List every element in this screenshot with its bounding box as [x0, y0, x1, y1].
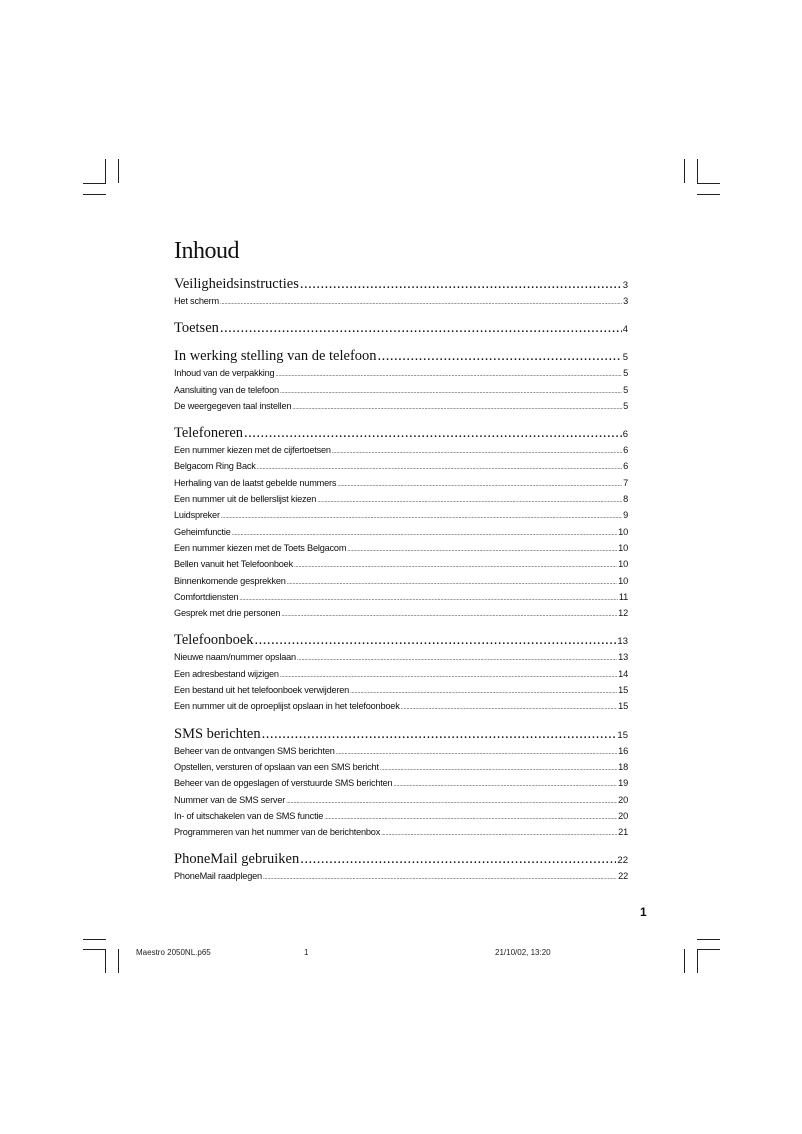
section-spacer: [174, 340, 628, 348]
dot-leader: [300, 276, 622, 293]
toc-entry-title: PhoneMail raadplegen: [174, 871, 262, 882]
toc-entry-page: 6: [623, 461, 628, 472]
dot-leader: [220, 320, 622, 337]
dot-leader: [280, 669, 617, 679]
toc-entry-page: 22: [618, 871, 628, 882]
toc-entry: [174, 811, 628, 827]
dot-leader: [232, 527, 618, 537]
footer-sheet: 1: [304, 948, 309, 957]
toc-section-title: SMS berichten: [174, 725, 261, 742]
section-spacer: [174, 312, 628, 320]
toc-entry: [174, 401, 628, 417]
toc-entry: [174, 592, 628, 608]
dot-leader: [257, 461, 622, 471]
crop-mark: [105, 159, 106, 183]
dot-leader: [378, 348, 622, 365]
footer-datetime: 21/10/02, 13:20: [495, 948, 551, 957]
crop-mark: [105, 949, 106, 973]
page-title: Inhoud: [174, 238, 239, 264]
toc-entry-title: Beheer van de opgeslagen of verstuurde SMS berichten: [174, 778, 393, 789]
crop-mark: [697, 194, 720, 195]
toc-entry-title: Inhoud van de verpakking: [174, 368, 275, 379]
toc-entry-title: Binnenkomende gesprekken: [174, 575, 286, 586]
toc-entry: [174, 478, 628, 494]
dot-leader: [300, 851, 616, 868]
toc-entry-page: 15: [618, 701, 628, 712]
toc-entry-page: 18: [618, 761, 628, 772]
crop-mark: [83, 949, 106, 950]
crop-mark: [83, 939, 106, 940]
dot-leader: [286, 795, 617, 805]
toc-entry-page: 3: [623, 296, 628, 306]
dot-leader: [297, 652, 617, 662]
toc-entry: [174, 461, 628, 477]
dot-leader: [220, 296, 622, 306]
crop-mark: [684, 159, 685, 183]
dot-leader: [292, 401, 622, 411]
footer-filename: Maestro 2050NL.p65: [136, 948, 211, 957]
toc-entry-page: 16: [618, 745, 628, 756]
dot-leader: [317, 494, 622, 504]
toc-entry: [174, 685, 628, 701]
toc-entry-title: Beheer van de ontvangen SMS berichten: [174, 745, 335, 756]
toc-entry-page: 11: [618, 591, 628, 602]
toc-section-page: 15: [617, 729, 628, 741]
toc-entry-title: Een nummer uit de bellerslijst kiezen: [174, 494, 317, 505]
page-number: 1: [640, 905, 647, 919]
toc-section-title: Toetsen: [174, 320, 219, 337]
toc-entry-page: 5: [623, 384, 628, 395]
toc-entry-page: 10: [618, 542, 628, 553]
crop-mark: [697, 159, 698, 183]
toc-entry-title: Een nummer uit de oproeplijst opslaan in het telefoonboek: [174, 701, 400, 712]
toc-entry-page: 15: [618, 685, 628, 696]
toc-entry: [174, 445, 628, 461]
toc-section: [174, 851, 628, 871]
dot-leader: [332, 445, 622, 455]
toc-entry-title: Luidspreker: [174, 510, 220, 521]
toc-section-title: Telefoneren: [174, 425, 244, 442]
toc-entry-page: 5: [623, 400, 628, 411]
toc-entry-page: 7: [623, 477, 628, 488]
toc-section-page: 4: [622, 324, 628, 336]
toc-entry-title: Het scherm: [174, 296, 219, 306]
crop-mark: [83, 194, 106, 195]
toc-entry-page: 8: [623, 494, 628, 505]
toc-entry-page: 10: [618, 575, 628, 586]
dot-leader: [324, 811, 617, 821]
toc-entry: [174, 368, 628, 384]
toc-entry-title: Een nummer kiezen met de Toets Belgacom: [174, 542, 347, 553]
toc-entry-page: 20: [618, 794, 628, 805]
toc-entry-page: 14: [618, 668, 628, 679]
dot-leader: [262, 726, 617, 743]
toc-entry-title: Comfortdiensten: [174, 591, 239, 602]
toc-section-page: 3: [622, 280, 628, 291]
crop-mark: [697, 949, 698, 973]
dot-leader: [347, 543, 617, 553]
toc-entry: [174, 608, 628, 624]
toc-entry-title: Een bestand uit het telefoonboek verwijderen: [174, 685, 350, 696]
crop-mark: [697, 183, 720, 184]
toc-entry: [174, 494, 628, 510]
dot-leader: [244, 425, 622, 442]
toc-entry-title: Een nummer kiezen met de cijfertoetsen: [174, 445, 331, 456]
dot-leader: [287, 576, 618, 586]
toc-entry-title: Bellen vanuit het Telefoonboek: [174, 559, 293, 570]
dot-leader: [239, 592, 617, 602]
toc-entry-title: Herhaling van de laatst gebelde nummers: [174, 477, 337, 488]
dot-leader: [280, 385, 622, 395]
toc-entry-page: 10: [618, 559, 628, 570]
dot-leader: [381, 827, 617, 837]
crop-mark: [697, 949, 720, 950]
toc-entry: [174, 762, 628, 778]
toc-entry: [174, 871, 628, 887]
dot-leader: [281, 608, 617, 618]
toc-entry: [174, 701, 628, 717]
toc-entry-page: 21: [618, 827, 628, 838]
toc-section: [174, 320, 628, 340]
toc-entry-title: Aansluiting van de telefoon: [174, 384, 279, 395]
dot-leader: [401, 701, 618, 711]
toc-entry: [174, 652, 628, 668]
dot-leader: [221, 510, 622, 520]
toc-entry: [174, 543, 628, 559]
toc-entry: [174, 778, 628, 794]
toc-entry-title: Een adresbestand wijzigen: [174, 668, 279, 679]
toc-entry: [174, 527, 628, 543]
dot-leader: [380, 762, 617, 772]
toc-entry: [174, 296, 628, 312]
toc-entry-title: Nieuwe naam/nummer opslaan: [174, 652, 296, 663]
toc-section: [174, 348, 628, 368]
section-spacer: [174, 843, 628, 851]
toc-entry-page: 9: [623, 510, 628, 521]
dot-leader: [337, 478, 622, 488]
toc-entry-title: Geheimfunctie: [174, 526, 231, 537]
toc-section-title: PhoneMail gebruiken: [174, 851, 300, 868]
toc-entry-title: Gesprek met drie personen: [174, 608, 281, 619]
toc-entry-title: Nummer van de SMS server: [174, 794, 286, 805]
toc-entry: [174, 827, 628, 843]
toc-section: [174, 425, 628, 445]
toc-entry-page: 5: [623, 368, 628, 379]
toc-section: [174, 726, 628, 746]
toc-entry-title: De weergegeven taal instellen: [174, 400, 292, 411]
toc-entry-page: 12: [618, 608, 628, 619]
toc-entry-page: 20: [618, 810, 628, 821]
table-of-contents: [174, 276, 628, 888]
dot-leader: [255, 632, 617, 649]
toc-entry: [174, 746, 628, 762]
section-spacer: [174, 624, 628, 632]
crop-mark: [83, 183, 106, 184]
toc-entry-title: Programmeren van het nummer van de berichtenbox: [174, 827, 381, 838]
toc-section: [174, 276, 628, 296]
toc-section-title: In werking stelling van de telefoon: [174, 348, 377, 365]
toc-entry-title: Belgacom Ring Back: [174, 461, 256, 472]
toc-entry-title: In- of uitschakelen van de SMS functie: [174, 810, 324, 821]
crop-mark: [118, 949, 119, 973]
toc-entry-page: 19: [618, 778, 628, 789]
dot-leader: [294, 559, 617, 569]
toc-entry: [174, 559, 628, 575]
dot-leader: [350, 685, 617, 695]
dot-leader: [275, 368, 622, 378]
toc-section-title: Veiligheidsinstructies: [174, 276, 299, 292]
toc-section: [174, 632, 628, 652]
toc-entry: [174, 795, 628, 811]
toc-section-page: 6: [622, 429, 628, 441]
toc-entry-title: Opstellen, versturen of opslaan van een SMS bericht: [174, 761, 379, 772]
section-spacer: [174, 417, 628, 425]
dot-leader: [336, 746, 618, 756]
dot-leader: [393, 778, 617, 788]
section-spacer: [174, 718, 628, 726]
toc-entry-page: 6: [623, 445, 628, 456]
crop-mark: [684, 949, 685, 973]
toc-section-page: 22: [617, 855, 628, 867]
crop-mark: [697, 939, 720, 940]
crop-mark: [118, 159, 119, 183]
toc-entry: [174, 669, 628, 685]
toc-entry: [174, 385, 628, 401]
toc-section-page: 5: [622, 352, 628, 364]
toc-entry: [174, 510, 628, 526]
toc-entry-page: 13: [618, 652, 628, 663]
toc-entry: [174, 576, 628, 592]
toc-section-title: Telefoonboek: [174, 632, 254, 649]
toc-entry-page: 10: [618, 526, 628, 537]
toc-section-page: 13: [617, 636, 628, 648]
dot-leader: [263, 871, 617, 881]
